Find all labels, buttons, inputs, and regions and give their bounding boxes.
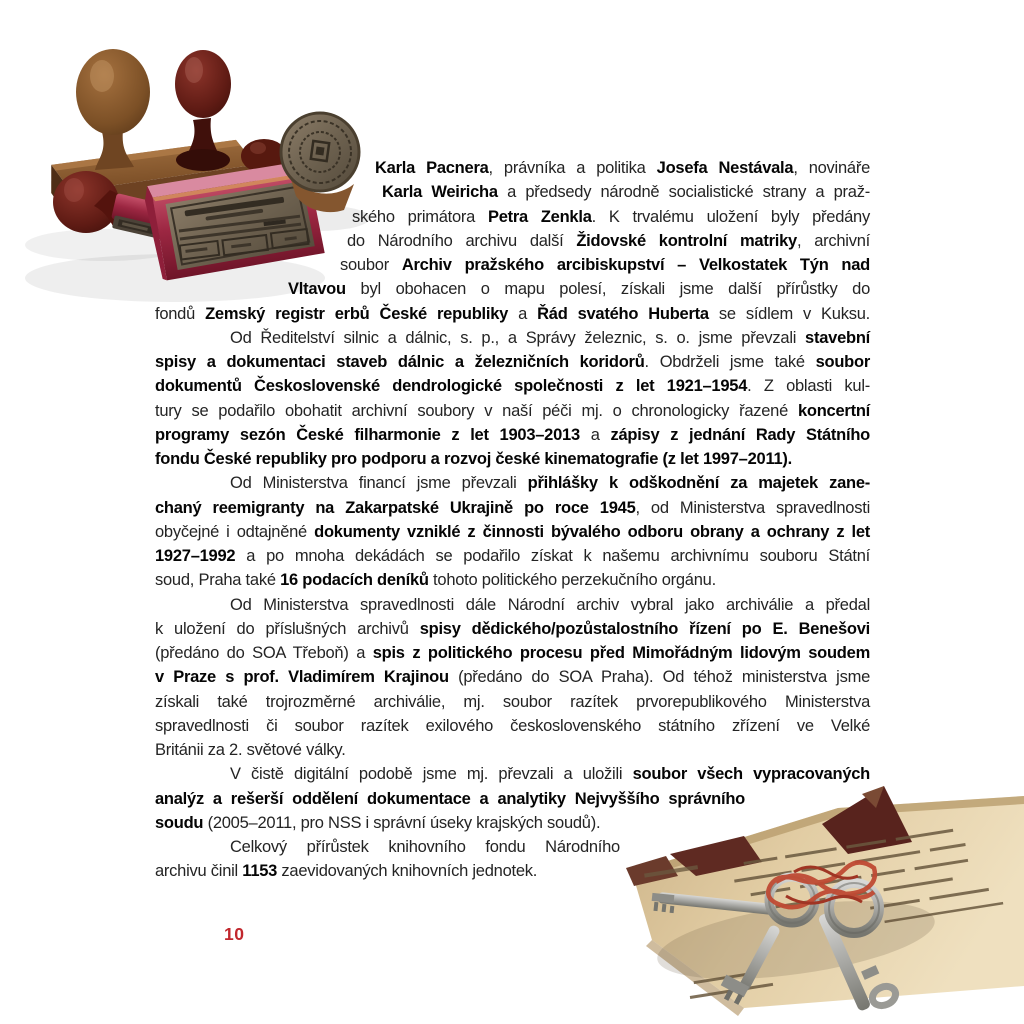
text-segment: se sídlem v Kuksu. [708,304,870,323]
bold-text-segment: dokumenty vzniklé z činnosti bývalého odboru obrany a ochrany z let [314,522,871,541]
text-line [155,617,870,641]
text-line [155,253,870,277]
bold-text-segment: fondu České republiky pro podporu a rozvoj české kinematografie (z let 1997–2011). [155,450,792,468]
bold-text-segment: soubor [815,353,870,371]
bold-text-segment: přihlášky k odškodnění za majetek zane- [527,474,870,493]
bold-text-segment: Karla Weiricha [382,183,498,202]
bold-text-segment: Vltavou [288,280,346,299]
bold-text-segment: 1927–1992 [155,547,236,565]
bold-text-segment: 16 podacích deníků [280,571,429,590]
text-line [155,714,870,738]
bold-text-segment: Petra Zenkla [487,207,592,226]
bold-text-segment: analýz a rešerší oddělení dokumentace a analytiky Nejvyššího správního [155,789,745,808]
text-line [155,277,870,301]
bold-text-segment: spisy a dokumentaci staveb dálnic a železničních koridorů [155,353,645,371]
bold-text-segment: spis z politického procesu před Mimořádným lidovým soudem [372,644,870,662]
text-segment: zaevidovaných knihovních jednotek. [277,862,538,881]
text-segment: archivu činil [155,862,243,881]
text-line [155,447,870,471]
text-segment: (předáno do SOA Třeboň) a [155,644,373,662]
text-segment: obyčejné i odtajněné [155,522,315,541]
text-segment: . Obdrželi jsme také [644,353,816,371]
bold-text-segment: Karla Pacnera [375,159,489,177]
text-line [155,568,870,592]
text-segment: a po mnoha dekádách se podařilo získat k našemu archivnímu souboru Státní [235,547,870,565]
text-line [155,205,870,229]
text-segment: soubor [340,256,402,274]
text-segment: (2005–2011, pro NSS i správní úseky krajských soudů). [203,813,601,832]
text-line [155,641,870,665]
text-line [155,544,870,568]
text-segment: , novináře [793,159,870,177]
bold-text-segment: Archiv pražského arcibiskupství – Velkostatek Týn nad [401,256,870,274]
text-line [155,665,870,689]
bold-text-segment: programy sezón České filharmonie z let 1903–2013 [155,425,580,444]
text-line [155,690,870,714]
bold-text-segment: soubor všech vypracovaných [632,765,870,784]
bold-text-segment: v Praze s prof. Vladimírem Krajinou [155,668,449,687]
bold-text-segment: koncertní [797,401,870,420]
bold-text-segment: Řád svatého Huberta [537,304,709,323]
bold-text-segment: dokumentů Československé dendrologické společnosti z let 1921–1954 [155,377,748,396]
text-line [155,496,870,520]
text-segment: , archivní [796,231,870,250]
text-segment: (předáno do SOA Praha). Od téhož ministerstva jsme [448,668,870,687]
text-segment: , právníka a politika [488,159,657,177]
text-segment: k uložení do příslušných archivů [155,619,420,638]
bold-text-segment: 1153 [242,862,278,881]
bold-text-segment: chaný reemigranty na Zakarpatské Ukrajině po roce 1945 [155,498,636,517]
text-segment: . Z oblasti kul- [747,377,870,396]
text-segment: a [579,425,611,444]
text-line [155,374,870,398]
text-line [155,229,870,253]
text-line [155,302,870,326]
text-segment: fondů [155,304,206,323]
bold-text-segment: stavební [805,328,870,347]
text-segment: ského primátora [352,207,488,226]
keys-and-envelope-photo [626,750,1024,1024]
text-segment: byl obohacen o mapu polesí, získali jsme další přírůstky do [345,280,870,299]
text-line [155,180,870,204]
text-segment: tohoto politického perzekučního orgánu. [428,571,716,590]
text-segment: a předsedy národně socialistické strany a praž- [497,183,870,202]
text-segment: Od Ministerstva financí jsme převzali [230,474,528,493]
text-line [155,520,870,544]
bold-text-segment: Zemský registr erbů České republiky [205,304,509,323]
text-line [155,471,870,495]
text-line [155,593,870,617]
text-line [155,350,870,374]
bold-text-segment: Židovské kontrolní matriky [576,231,797,250]
text-segment: Celkový přírůstek knihovního fondu Národního [230,838,620,856]
text-line [155,326,870,350]
bold-text-segment: soudu [155,813,204,832]
text-segment: a [508,304,538,323]
text-segment: získali také trojrozměrné archiválie, mj. soubor razítek prvorepublikového Ministerstva [155,692,870,711]
text-segment: do Národního archivu další [347,231,577,250]
bold-text-segment: Josefa Nestávala [656,159,794,177]
bold-text-segment: spisy dědického/pozůstalostního řízení po E. Benešovi [419,619,870,638]
text-segment: . K trvalému uložení byly předány [591,207,870,226]
text-line [155,423,870,447]
text-segment: , od Ministerstva spravedlnosti [635,498,870,517]
text-line [155,399,870,423]
text-segment: soud, Praha také [155,571,281,590]
text-segment: Británii za 2. světové války. [155,741,346,759]
text-segment: spravedlnosti či soubor razítek exilového československého státního zřízení ve Velké [155,716,870,735]
bold-text-segment: zápisy z jednání Rady Státního [610,425,870,444]
text-line [155,156,870,180]
text-segment: tury se podařilo obohatit archivní soubory v naší péči mj. o chronologicky řazené [155,401,798,420]
text-segment: V čistě digitální podobě jsme mj. převzali a uložili [230,765,633,784]
text-segment: Od Ministerstva spravedlnosti dále Národní archiv vybral jako archiválie a předal [230,595,870,614]
page-number: 10 [224,924,245,944]
text-segment: Od Ředitelství silnic a dálnic, s. p., a Správy železnic, s. o. jsme převzali [230,328,806,347]
